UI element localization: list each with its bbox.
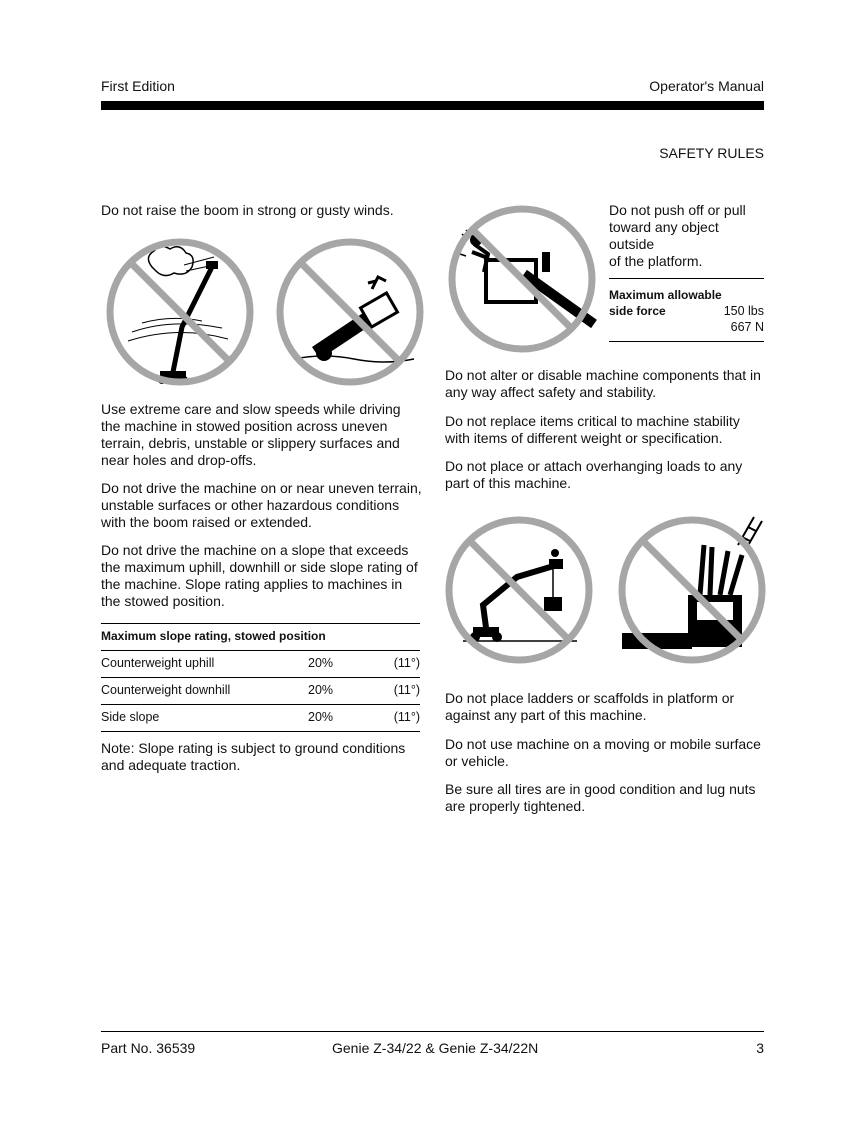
text-line: against any part of this machine.: [445, 707, 647, 723]
text-line: the machine in stowed position across uneven: [101, 418, 388, 434]
text-line: with items of different weight or specification.: [445, 430, 723, 446]
boom-lift-wind-icon: [128, 246, 228, 384]
footer-rule: [101, 1031, 764, 1032]
text-line: the stowed position.: [101, 593, 225, 609]
platform-push-icon: [460, 230, 594, 324]
table-rule: [101, 650, 420, 651]
no-ladders-illustration: [614, 515, 770, 665]
text-line: Do not drive the machine on or near uneven terrain,: [101, 480, 422, 496]
side-force-bottom-rule: [609, 341, 764, 342]
no-tipping-illustration: [272, 237, 428, 387]
text-line: of the platform.: [609, 253, 703, 269]
no-overhang-illustration: [441, 515, 597, 665]
rule-moving-surface: [445, 736, 761, 770]
text-line: unstable surfaces or other hazardous conditions: [101, 497, 400, 513]
table-cell-label: Counterweight downhill: [101, 683, 231, 697]
side-force-label: Maximum allowable: [609, 288, 722, 302]
text-line: Note: Slope rating is subject to ground conditions: [101, 740, 406, 756]
table-rule: [101, 704, 420, 705]
text-line: Do not place ladders or scaffolds in platform or: [445, 690, 735, 706]
text-line: the maximum uphill, downhill or side slope rating of: [101, 559, 418, 575]
side-force-label: side force: [609, 304, 666, 318]
footer-page-number: 3: [756, 1040, 764, 1056]
table-cell-label: Counterweight uphill: [101, 656, 215, 670]
side-force-newtons: 667 N: [730, 320, 764, 334]
table-cell-percent: 20%: [308, 683, 334, 697]
text-line: part of this machine.: [445, 475, 572, 491]
text-line: terrain, debris, unstable or slippery surfaces and: [101, 435, 400, 451]
text-line: or vehicle.: [445, 753, 509, 769]
side-force-lbs: 150 lbs: [723, 304, 764, 318]
rule-tires: [445, 781, 756, 815]
table-cell-degrees: (11°): [393, 656, 420, 670]
header-edition: First Edition: [101, 78, 175, 94]
text-line: toward any object: [609, 219, 719, 235]
table-cell-degrees: (11°): [393, 710, 420, 724]
text-line: Do not place or attach overhanging loads to any: [445, 458, 743, 474]
rule-slow-speed: [101, 401, 401, 469]
text-line: Do not replace items critical to machine stability: [445, 413, 740, 429]
rule-alter-components: [445, 367, 761, 401]
table-cell-percent: 20%: [308, 710, 334, 724]
text-line: are properly tightened.: [445, 798, 586, 814]
text-line: Use extreme care and slow speeds while driving: [101, 401, 401, 417]
rule-winds: Do not raise the boom in strong or gusty winds.: [101, 202, 394, 218]
text-line: Be sure all tires are in good condition and lug nuts: [445, 781, 756, 797]
text-line: with the boom raised or extended.: [101, 514, 312, 530]
slope-note: [101, 740, 405, 774]
section-title: SAFETY RULES: [659, 145, 764, 161]
footer-part-number: Part No. 36539: [101, 1040, 196, 1056]
table-rule: [101, 677, 420, 678]
header-rule: [101, 101, 764, 110]
footer-model: Genie Z-34/22 & Genie Z-34/22N: [332, 1040, 539, 1056]
text-line: Do not alter or disable machine components that in: [445, 367, 761, 383]
text-line: Do not push off or pull: [609, 202, 746, 218]
table-cell-percent: 20%: [308, 656, 334, 670]
table-cell-degrees: (11°): [393, 683, 420, 697]
text-line: near holes and drop-offs.: [101, 452, 257, 468]
text-line: the machine. Slope rating applies to machines in: [101, 576, 403, 592]
rule-slope: [101, 542, 418, 610]
text-line: any way affect safety and stability.: [445, 384, 657, 400]
rule-push-pull: [609, 202, 746, 270]
rule-replace-items: [445, 413, 740, 447]
rule-overhanging-loads: [445, 458, 742, 492]
table-bottom-rule: [101, 731, 420, 732]
side-force-top-rule: [609, 278, 764, 279]
text-line: Do not drive the machine on a slope that exceeds: [101, 542, 409, 558]
table-cell-label: Side slope: [101, 710, 160, 724]
no-push-pull-illustration: [444, 204, 600, 354]
header-manual-title: Operator's Manual: [649, 78, 764, 94]
rule-ladders: [445, 690, 734, 724]
text-line: outside: [609, 236, 655, 252]
no-wind-illustration: [102, 237, 258, 387]
text-line: and adequate traction.: [101, 757, 241, 773]
text-line: Do not use machine on a moving or mobile surface: [445, 736, 761, 752]
table-top-rule: [101, 623, 420, 624]
slope-table-title: Maximum slope rating, stowed position: [101, 629, 326, 643]
rule-uneven-terrain: [101, 480, 422, 531]
